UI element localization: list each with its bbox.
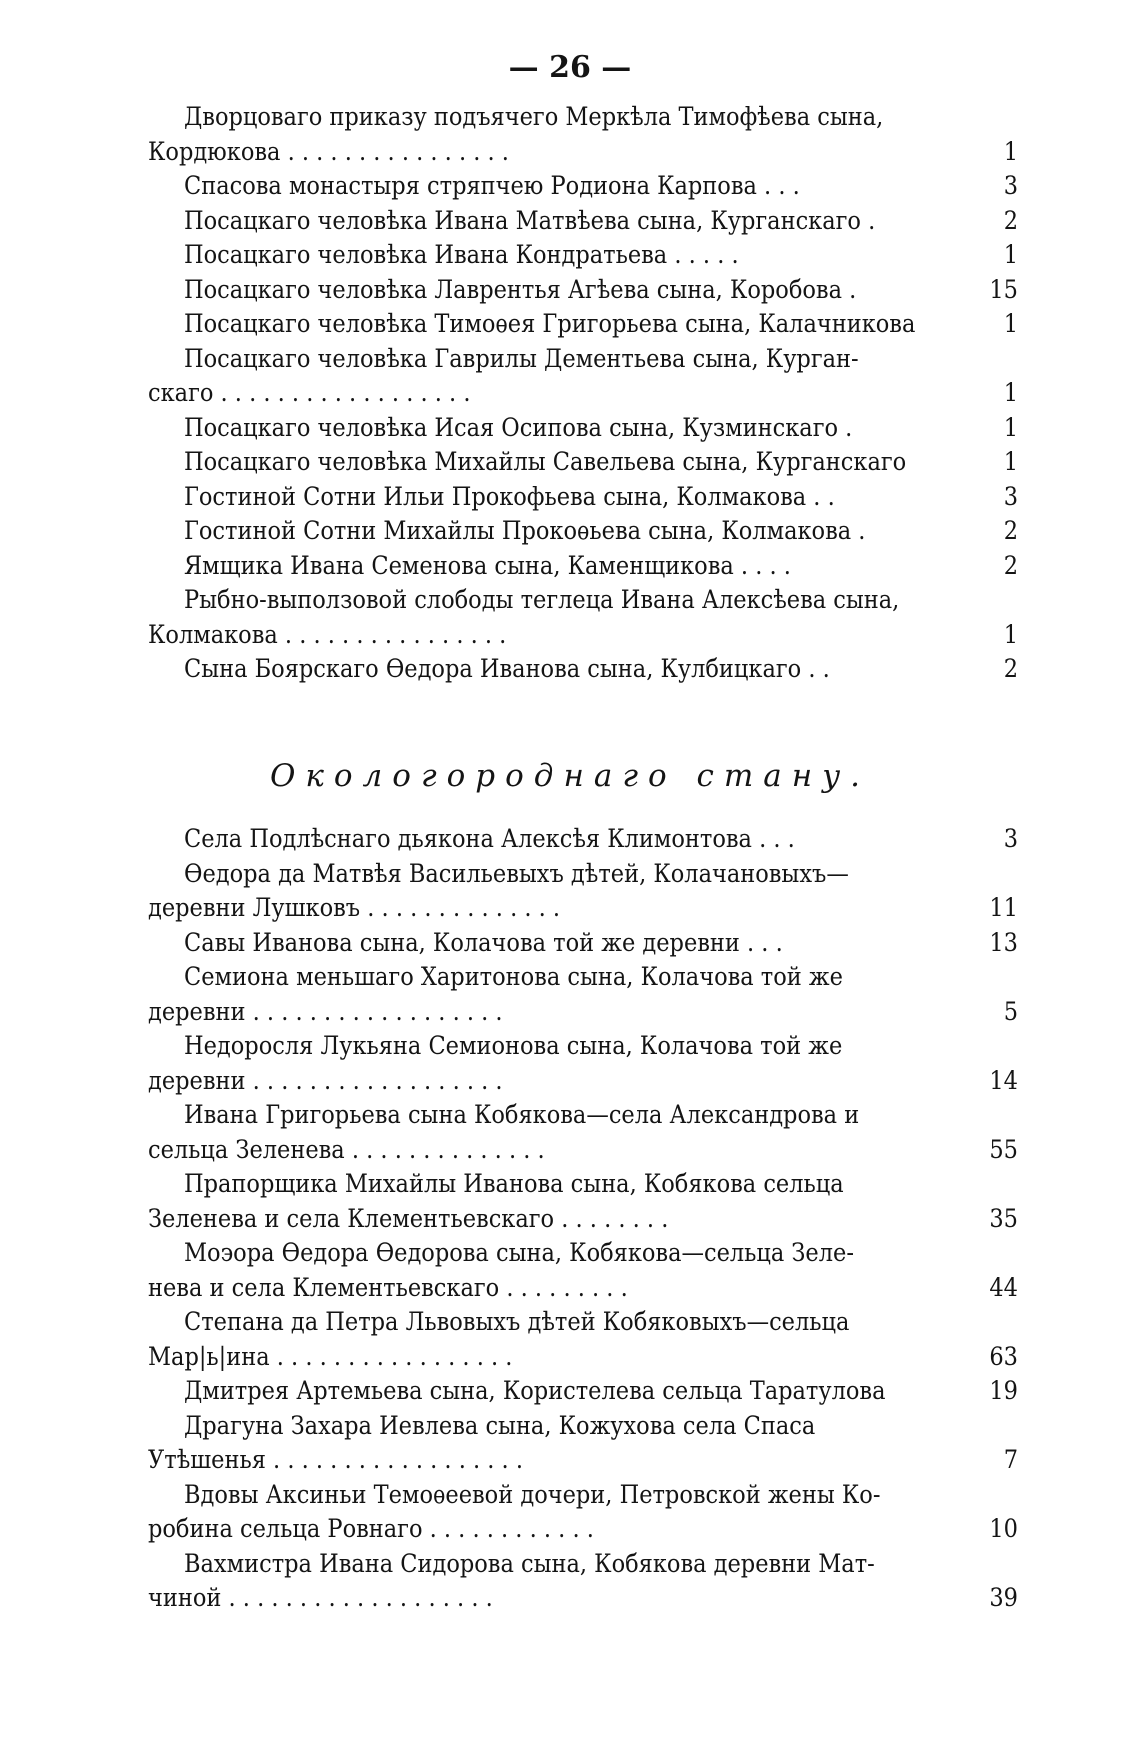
entry-quantity: 39 xyxy=(958,1581,1018,1616)
entry-line xyxy=(148,1236,1018,1271)
entry-line xyxy=(148,1305,1018,1340)
entry-text: Драгуна Захара Иевлева сына, Кожухова села Спаса xyxy=(184,1410,816,1440)
list-entry xyxy=(148,1409,1018,1478)
entry-text: Степана да Петра Львовыхъ дѣтей Кобяковыхъ—сельца xyxy=(184,1307,850,1336)
list-entry xyxy=(148,1029,1018,1098)
entry-text: нева и села Клементьевскаго . . . . . . . . . xyxy=(148,1272,628,1302)
list-entry xyxy=(148,273,1018,308)
section-1-entries xyxy=(148,100,1018,687)
list-entry xyxy=(148,926,1018,961)
list-entry xyxy=(148,652,1018,687)
entry-line xyxy=(148,1271,1018,1306)
entry-text: деревни Лушковъ . . . . . . . . . . . . . . xyxy=(148,893,561,922)
entry-text: Дмитрея Артемьева сына, Користелева сельца Таратулова xyxy=(184,1376,886,1405)
entry-text: Села Подлѣснаго дьякона Алексѣя Климонтова . . . xyxy=(184,824,795,853)
entry-quantity: 2 xyxy=(958,514,1018,549)
entry-line xyxy=(148,1512,1018,1547)
entry-line xyxy=(148,238,1018,273)
entry-quantity: 1 xyxy=(958,411,1018,446)
list-entry xyxy=(148,1167,1018,1236)
entry-quantity: 13 xyxy=(958,926,1018,961)
list-entry xyxy=(148,411,1018,446)
list-entry xyxy=(148,1305,1018,1374)
list-entry xyxy=(148,549,1018,584)
entry-line xyxy=(148,342,1018,377)
entry-quantity: 44 xyxy=(958,1271,1018,1306)
entry-line xyxy=(148,100,1018,135)
entry-quantity: 2 xyxy=(958,549,1018,584)
entry-text: Утѣшенья . . . . . . . . . . . . . . . . . . xyxy=(148,1445,523,1474)
entry-text: деревни . . . . . . . . . . . . . . . . . . xyxy=(148,1065,503,1095)
entry-quantity: 3 xyxy=(958,480,1018,515)
section-2-entries xyxy=(148,822,1018,1616)
entry-text: Колмакова . . . . . . . . . . . . . . . . xyxy=(148,619,507,649)
entry-line xyxy=(148,169,1018,204)
entry-line xyxy=(148,1478,1018,1513)
entry-line xyxy=(148,822,1018,857)
entry-text: робина сельца Ровнаго . . . . . . . . . . . . xyxy=(148,1514,594,1543)
entry-text: Вахмистра Ивана Сидорова сына, Кобякова деревни Мат- xyxy=(184,1548,875,1578)
list-entry xyxy=(148,204,1018,239)
list-entry xyxy=(148,1374,1018,1409)
entry-line xyxy=(148,480,1018,515)
entry-text: Посацкаго человѣка Тимоѳея Григорьева сына, Калачникова xyxy=(184,309,916,338)
entry-line xyxy=(148,1547,1018,1582)
entry-line xyxy=(148,1202,1018,1237)
entry-text: чиной . . . . . . . . . . . . . . . . . . . xyxy=(148,1583,493,1612)
entry-text: Савы Иванова сына, Колачова той же деревни . . . xyxy=(184,927,783,957)
entry-line xyxy=(148,1340,1018,1375)
entry-line xyxy=(148,1167,1018,1202)
entry-line xyxy=(148,995,1018,1030)
list-entry xyxy=(148,822,1018,857)
entry-text: Посацкаго человѣка Исая Осипова сына, Кузминскаго . xyxy=(184,412,853,442)
list-entry xyxy=(148,1547,1018,1616)
entry-line xyxy=(148,135,1018,170)
entry-quantity: 63 xyxy=(958,1340,1018,1375)
list-entry xyxy=(148,857,1018,926)
entry-text: Ямщика Ивана Семенова сына, Каменщикова . . . . xyxy=(184,550,791,580)
entry-text: Рыбно-выползовой слободы теглеца Ивана Алексѣева сына, xyxy=(184,585,900,614)
entry-line xyxy=(148,1581,1018,1616)
entry-text: Посацкаго человѣка Лаврентья Агѣева сына, Коробова . xyxy=(184,274,857,304)
entry-line xyxy=(148,273,1018,308)
entry-line xyxy=(148,307,1018,342)
entry-line xyxy=(148,652,1018,687)
entry-quantity: 35 xyxy=(958,1202,1018,1237)
entry-quantity: 15 xyxy=(958,273,1018,308)
entry-line xyxy=(148,445,1018,480)
list-entry xyxy=(148,445,1018,480)
list-entry xyxy=(148,169,1018,204)
list-entry xyxy=(148,583,1018,652)
list-entry xyxy=(148,342,1018,411)
entry-text: Ивана Григорьева сына Кобякова—села Александрова и xyxy=(184,1100,860,1129)
entry-line xyxy=(148,411,1018,446)
entry-line xyxy=(148,1443,1018,1478)
entry-line xyxy=(148,1409,1018,1444)
entry-quantity: 55 xyxy=(958,1133,1018,1168)
entry-text: Кордюкова . . . . . . . . . . . . . . . . xyxy=(148,136,509,166)
entry-line xyxy=(148,549,1018,584)
entry-quantity: 3 xyxy=(958,169,1018,204)
list-entry xyxy=(148,960,1018,1029)
entry-text: Мар|ь|ина . . . . . . . . . . . . . . . . . xyxy=(148,1341,513,1371)
entry-line xyxy=(148,891,1018,926)
entry-quantity: 1 xyxy=(958,135,1018,170)
entry-line xyxy=(148,583,1018,618)
entry-quantity: 1 xyxy=(958,618,1018,653)
list-entry xyxy=(148,307,1018,342)
list-entry xyxy=(148,514,1018,549)
entry-line xyxy=(148,1029,1018,1064)
list-entry xyxy=(148,1236,1018,1305)
entry-text: Моэора Ѳедора Ѳедорова сына, Кобякова—сельца Зеле- xyxy=(184,1238,854,1267)
entry-quantity: 2 xyxy=(958,652,1018,687)
entry-text: Посацкаго человѣка Гаврилы Дементьева сына, Курган- xyxy=(184,343,859,373)
entry-text: Гостиной Сотни Ильи Прокофьева сына, Колмакова . . xyxy=(184,481,835,511)
list-entry xyxy=(148,1098,1018,1167)
entry-text: Посацкаго человѣка Михайлы Савельева сына, Курганскаго xyxy=(184,447,907,476)
entry-line xyxy=(148,1064,1018,1099)
entry-line xyxy=(148,960,1018,995)
entry-text: Прапорщика Михайлы Иванова сына, Кобякова сельца xyxy=(184,1169,844,1198)
section-heading: Окологороднаго стану. xyxy=(269,758,871,794)
entry-line xyxy=(148,1374,1018,1409)
entry-line xyxy=(148,618,1018,653)
entry-text: Семиона меньшаго Харитонова сына, Колачова той же xyxy=(184,962,843,991)
entry-text: Сына Боярскаго Ѳедора Иванова сына, Кулбицкаго . . xyxy=(184,654,830,683)
entry-text: Вдовы Аксиньи Темоѳеевой дочери, Петровской жены Ко- xyxy=(184,1479,881,1509)
entry-text: Дворцоваго приказу подъячего Меркѣла Тимофѣева сына, xyxy=(184,102,884,131)
entry-text: Спасова монастыря стряпчею Родиона Карпова . . . xyxy=(184,171,800,200)
entry-line xyxy=(148,926,1018,961)
list-entry xyxy=(148,100,1018,169)
entry-quantity: 2 xyxy=(958,204,1018,239)
entry-line xyxy=(148,1098,1018,1133)
list-entry xyxy=(148,238,1018,273)
entry-quantity: 7 xyxy=(958,1443,1018,1478)
entry-text: Гостиной Сотни Михайлы Прокоѳьева сына, Колмакова . xyxy=(184,516,866,545)
entry-text: деревни . . . . . . . . . . . . . . . . . . xyxy=(148,996,503,1026)
entry-line xyxy=(148,1133,1018,1168)
list-entry xyxy=(148,480,1018,515)
entry-quantity: 14 xyxy=(958,1064,1018,1099)
entry-text: Посацкаго человѣка Ивана Кондратьева . . . . . xyxy=(184,240,739,269)
entry-quantity: 1 xyxy=(958,307,1018,342)
entry-quantity: 1 xyxy=(958,376,1018,411)
entry-text: сельца Зеленева . . . . . . . . . . . . . . xyxy=(148,1134,545,1164)
page-number: — 26 — xyxy=(508,50,632,85)
entry-quantity: 10 xyxy=(958,1512,1018,1547)
entry-quantity: 3 xyxy=(958,822,1018,857)
entry-text: Недоросля Лукьяна Семионова сына, Колачова той же xyxy=(184,1031,843,1060)
entry-text: Посацкаго человѣка Ивана Матвѣева сына, Курганскаго . xyxy=(184,205,876,235)
entry-quantity: 5 xyxy=(958,995,1018,1030)
entry-line xyxy=(148,857,1018,892)
entry-text: Зеленева и села Клементьевскаго . . . . . . . . xyxy=(148,1203,669,1233)
entry-text: Ѳедора да Матвѣя Васильевыхъ дѣтей, Колачановыхъ— xyxy=(184,858,849,888)
entry-quantity: 11 xyxy=(958,891,1018,926)
entry-text: скаго . . . . . . . . . . . . . . . . . . xyxy=(148,378,471,407)
entry-line xyxy=(148,376,1018,411)
entry-line xyxy=(148,204,1018,239)
entry-quantity: 19 xyxy=(958,1374,1018,1409)
entry-quantity: 1 xyxy=(958,238,1018,273)
list-entry xyxy=(148,1478,1018,1547)
entry-line xyxy=(148,514,1018,549)
entry-quantity: 1 xyxy=(958,445,1018,480)
